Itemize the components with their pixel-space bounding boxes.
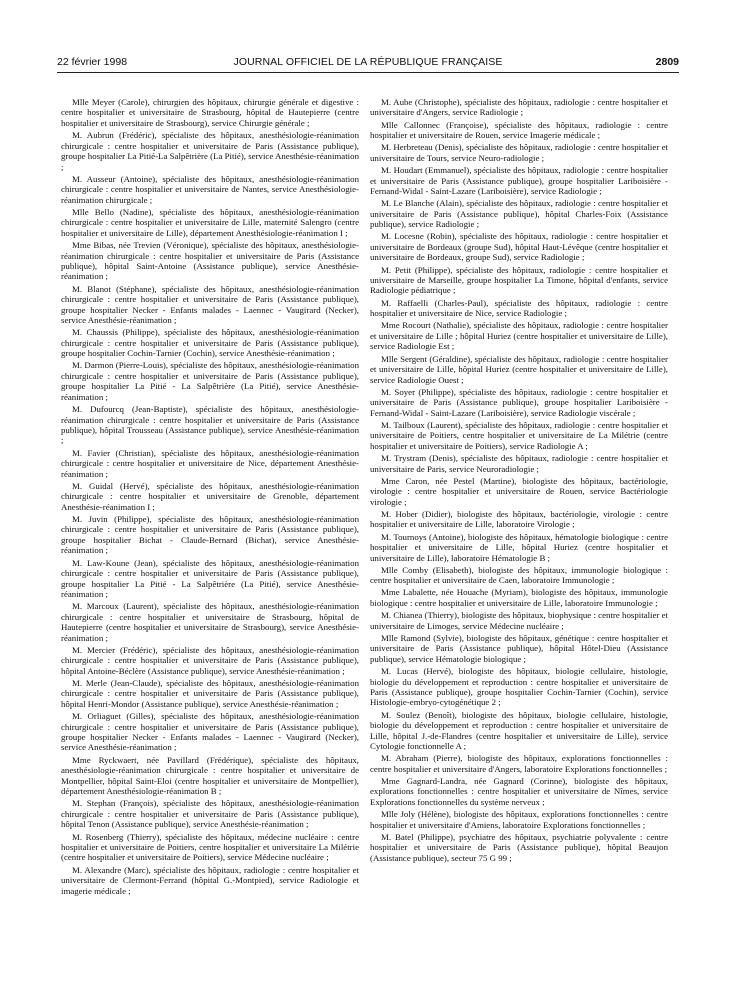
right-column <box>370 97 668 977</box>
header-rule <box>57 72 679 73</box>
appointment-entry: Mlle Ramond (Sylvie), biologiste des hôpitaux, génétique : centre hospitalier et universitaire de Paris (Assistance publique), hôpital Hôtel-Dieu (Assistance publique), service Hématologie biologique ; <box>370 632 668 664</box>
appointment-entry: M. Tailboux (Laurent), spécialiste des hôpitaux, radiologie : centre hospitalier et universitaire de Poitiers, centre hospitalier et universitaire de La Milétrie (centre hospitalier et universitaire de Poitiers), service Radiologie A ; <box>370 419 668 451</box>
page-header <box>57 56 679 72</box>
appointment-entry: Mlle Joly (Hélène), biologiste des hôpitaux, explorations fonctionnelles : centre hospitalier et universitaire d'Amiens, laboratoire Explorations fonctionnelles ; <box>370 809 668 830</box>
appointment-entry: Mlle Meyer (Carole), chirurgien des hôpitaux, chirurgie générale et digestive : centre hospitalier et universitaire de Strasbourg, hôpital de Hautepierre (centre hospitalier et universitaire de Strasbourg), service Chirurgie générale ; <box>61 97 359 128</box>
left-column <box>61 97 359 977</box>
appointment-entry: M. Soulez (Benoît), biologiste des hôpitaux, biologie cellulaire, histologie, biologie du développement et reproduction : centre hospitalier et universitaire de Lille, hôpital J.-de-Flandres (centre hospitalier et universitaire de Lille), service Cytologie fonctionnelle A ; <box>370 709 668 752</box>
appointment-entry: M. Favier (Christian), spécialiste des hôpitaux, anesthésiologie-réanimation chirurgicale : centre hospitalier et universitaire de Nice, département Anesthésie-réanimation ; <box>61 447 359 479</box>
appointment-entry: Mme Caron, née Pestel (Martine), biologiste des hôpitaux, bactériologie, virologie : centre hospitalier et universitaire de Rouen, service Bactériologie virologie ; <box>370 475 668 507</box>
appointment-entry: M. Herbreteau (Denis), spécialiste des hôpitaux, radiologie : centre hospitalier et universitaire de Tours, service Neuro-radiologie ; <box>370 142 668 163</box>
appointment-entry: M. Tournoys (Antoine), biologiste des hôpitaux, hématologie biologique : centre hospitalier et universitaire de Lille, hôpital Huriez (centre hospitalier et universitaire de Lille), laboratoire Hématologie B ; <box>370 531 668 563</box>
appointment-entry: M. Darmon (Pierre-Louis), spécialiste des hôpitaux, anesthésiologie-réanimation chirurgicale : centre hospitalier et universitaire de Paris (Assistance publique), groupe hospitalier La Pitié - La Salpêtrière (La Pitié), service Anesthésie-réanimation ; <box>61 360 359 402</box>
appointment-entry: M. Le Blanche (Alain), spécialiste des hôpitaux, radiologie : centre hospitalier et universitaire de Paris (Assistance publique), hôpital Charles-Foix (Assistance publique), service Radiologie ; <box>370 198 668 230</box>
appointment-entry: Mme Ryckwaert, née Pavillard (Frédérique), spécialiste des hôpitaux, anesthésiologie-réanimation chirurgicale : centre hospitalier et universitaire de Montpellier, hôpital Saint-Eloi (centre hospitalier et universitaire de Montpellier), département Anesthésiologie-réanimation B ; <box>61 754 359 797</box>
appointment-entry: M. Batel (Philippe), psychiatre des hôpitaux, psychiatrie polyvalente : centre hospitalier et universitaire de Paris (Assistance publique), hôpital Beaujon (Assistance publique), secteur 75 G 99 ; <box>370 831 668 863</box>
appointment-entry: M. Juvin (Philippe), spécialiste des hôpitaux, anesthésiologie-réanimation chirurgicale : centre hospitalier et universitaire de Paris (Assistance publique), groupe hospitalier Bichat - Claude-Bernard (Bichat), service Anesthésie-réanimation ; <box>61 513 359 556</box>
appointment-entry: M. Marcoux (Laurent), spécialiste des hôpitaux, anesthésiologie-réanimation chirurgicale : centre hospitalier et universitaire de Strasbourg, hôpital de Hautepierre (centre hospitalier et universitaire de Strasbourg), service Anesthésie-réanimation ; <box>61 601 359 643</box>
appointment-entry: M. Aubrun (Frédéric), spécialiste des hôpitaux, anesthésiologie-réanimation chirurgicale : centre hospitalier et universitaire de Paris (Assistance publique), groupe hospitalier La Pitié-La Salpêtrière (La Pitié), service Anesthésie-réanimation ; <box>61 130 359 172</box>
page-number: 2809 <box>655 56 679 68</box>
appointment-entry: M. Mercier (Frédéric), spécialiste des hôpitaux, anesthésiologie-réanimation chirurgicale : centre hospitalier et universitaire de Paris (Assistance publique), hôpital Antoine-Béclère (Assistance publique), service Anesthésie-réanimation ; <box>61 644 359 676</box>
appointment-entry: M. Alexandre (Marc), spécialiste des hôpitaux, radiologie : centre hospitalier et universitaire de Clermont-Ferrand (hôpital G.-Montpied), service Radiologie et imagerie médicale ; <box>61 864 359 896</box>
appointment-entry: M. Dufourcq (Jean-Baptiste), spécialiste des hôpitaux, anesthésiologie-réanimation chirurgicale : centre hospitalier et universitaire de Paris (Assistance publique), hôpital Trousseau (Assistance publique), service Anesthésie-réanimation ; <box>61 404 359 446</box>
appointment-entry: Mlle Comby (Elisabeth), biologiste des hôpitaux, immunologie biologique : centre hospitalier et universitaire de Caen, laboratoire Immunologie ; <box>370 564 668 586</box>
appointment-entry: M. Ausseur (Antoine), spécialiste des hôpitaux, anesthésiologie-réanimation chirurgicale : centre hospitalier et universitaire de Nantes, service Anesthésiologie-réanimation chirurgicale ; <box>61 173 359 205</box>
appointment-entry: M. Houdart (Emmanuel), spécialiste des hôpitaux, radiologie : centre hospitalier et universitaire de Paris (Assistance publique), groupe hospitalier Lariboisière - Fernand-Widal - Saint-Lazare (Lariboisière), service Radiologie ; <box>370 165 668 197</box>
appointment-entry: M. Petit (Philippe), spécialiste des hôpitaux, radiologie : centre hospitalier et universitaire de Marseille, groupe hospitalier La Timone, hôpital d'enfants, service Radiologie pédiatrique ; <box>370 264 668 296</box>
appointment-entry: M. Chianea (Thierry), biologiste des hôpitaux, biophysique : centre hospitalier et universitaire de Limoges, service Médecine nucléaire ; <box>370 610 668 631</box>
header-date: 22 février 1998 <box>57 56 128 68</box>
appointment-entry: Mlle Callonnec (Françoise), spécialiste des hôpitaux, radiologie : centre hospitalier et universitaire de Rouen, service Imagerie médicale ; <box>370 119 668 141</box>
appointment-entry: M. Merle (Jean-Claude), spécialiste des hôpitaux, anesthésiologie-réanimation chirurgicale : centre hospitalier et universitaire de Paris (Assistance publique), hôpital Henri-Mondor (Assistance publique), service Anesthésie-réanimation ; <box>61 677 359 709</box>
appointment-entry: M. Trystram (Denis), spécialiste des hôpitaux, radiologie : centre hospitalier et universitaire de Paris, service Neuroradiologie ; <box>370 453 668 474</box>
appointment-entry: M. Blanot (Stéphane), spécialiste des hôpitaux, anesthésiologie-réanimation chirurgicale : centre hospitalier et universitaire de Paris (Assistance publique), groupe hospitalier Necker - Enfants malades - Laennec - Vaugirard (Necker), service Anesthésie-réanimation ; <box>61 283 359 326</box>
appointment-entry: M. Chaussis (Philippe), spécialiste des hôpitaux, anesthésiologie-réanimation chirurgicale : centre hospitalier et universitaire de Paris (Assistance publique), groupe hospitalier Cochin-Tarnier (Cochin), service Anesthésie-réanimation ; <box>61 327 359 359</box>
appointment-entry: Mme Rocourt (Nathalie), spécialiste des hôpitaux, radiologie : centre hospitalier et universitaire de Lille ; hôpital Huriez (centre hospitalier et universitaire de Lille), service Radiologie Est ; <box>370 320 668 352</box>
appointment-entry: M. Soyer (Philippe), spécialiste des hôpitaux, radiologie : centre hospitalier et universitaire de Paris (Assistance publique), groupe hospitalier Lariboisière - Fernand-Widal - Saint-Lazare (Lariboisière), service Radiologie viscérale ; <box>370 386 668 418</box>
appointment-entry: Mlle Sergent (Géraldine), spécialiste des hôpitaux, radiologie : centre hospitalier et universitaire de Lille, hôpital Huriez (centre hospitalier et universitaire de Lille), service Radiologie Ouest ; <box>370 353 668 385</box>
appointment-entry: Mme Gagnard-Landra, née Gagnard (Corinne), biologiste des hôpitaux, explorations fonctionnelles : centre hospitalier et universitaire de Nîmes, service Explorations fonctionnelles du système nerveux ; <box>370 775 668 807</box>
appointment-entry: Mme Labalette, née Houache (Myriam), biologiste des hôpitaux, immunologie biologique : centre hospitalier et universitaire de Lille, laboratoire Immunologie ; <box>370 587 668 608</box>
appointment-entry: M. Raffaelli (Charles-Paul), spécialiste des hôpitaux, radiologie : centre hospitalier et universitaire de Nice, service Radiologie ; <box>370 297 668 319</box>
appointment-entry: M. Aube (Christophe), spécialiste des hôpitaux, radiologie : centre hospitalier et universitaire d'Angers, service Radiologie ; <box>370 97 668 118</box>
appointment-entry: M. Stephan (François), spécialiste des hôpitaux, anesthésiologie-réanimation chirurgicale : centre hospitalier et universitaire de Paris (Assistance publique), hôpital Tenon (Assistance publique), service Anesthésie-réanimation ; <box>61 798 359 830</box>
appointment-entry: M. Locesne (Robin), spécialiste des hôpitaux, radiologie : centre hospitalier et universitaire de Bordeaux (groupe Sud), hôpital Haut-Lévêque (centre hospitalier et universitaire de Bordeaux, groupe Sud), service Radiologie ; <box>370 231 668 263</box>
appointment-entry: M. Orliaguet (Gilles), spécialiste des hôpitaux, anesthésiologie-réanimation chirurgicale : centre hospitalier et universitaire de Paris (Assistance publique), groupe hospitalier Necker - Enfants malades - Laennec - Vaugirard (Necker), service Anesthésie-réanimation ; <box>61 711 359 753</box>
appointment-entry: M. Law-Koune (Jean), spécialiste des hôpitaux, anesthésiologie-réanimation chirurgicale : centre hospitalier et universitaire de Paris (Assistance publique), groupe hospitalier La Pitié - La Salpêtrière (La Pitié), service Anesthésie-réanimation ; <box>61 557 359 599</box>
appointment-entry: Mlle Bello (Nadine), spécialiste des hôpitaux, anesthésiologie-réanimation chirurgicale : centre hospitalier et universitaire de Lille, maternité Salengro (centre hospitalier et universitaire de Lille), département Anesthésiologie-réanimation I ; <box>61 206 359 238</box>
appointment-entry: Mme Bibas, née Trevien (Véronique), spécialiste des hôpitaux, anesthésiologie-réanimation chirurgicale : centre hospitalier et universitaire de Paris (Assistance publique), hôpital Saint-Antoine (Assistance publique), service Anesthésie-réanimation ; <box>61 240 359 282</box>
appointment-entry: M. Abraham (Pierre), biologiste des hôpitaux, explorations fonctionnelles : centre hospitalier et universitaire d'Angers, laboratoire Explorations fonctionnelles ; <box>370 753 668 774</box>
appointment-entry: M. Rosenberg (Thierry), spécialiste des hôpitaux, médecine nucléaire : centre hospitalier et universitaire de Poitiers, centre hospitalier et universitaire La Milétrie (centre hospitalier et universitaire de Poitiers), service Médecine nucléaire ; <box>61 831 359 863</box>
appointment-entry: M. Guidal (Hervé), spécialiste des hôpitaux, anesthésiologie-réanimation chirurgicale : centre hospitalier et universitaire de Grenoble, département Anesthésie-réanimation I ; <box>61 480 359 512</box>
journal-title: JOURNAL OFFICIEL DE LA RÉPUBLIQUE FRANÇAISE <box>233 56 503 68</box>
appointment-entry: M. Hober (Didier), biologiste des hôpitaux, bactériologie, virologie : centre hospitalier et universitaire de Lille, laboratoire Virologie ; <box>370 508 668 530</box>
appointment-entry: M. Lucas (Hervé), biologiste des hôpitaux, biologie cellulaire, histologie, biologie du développement et reproduction : centre hospitalier et universitaire de Paris (Assistance publique), groupe hospitalier Cochin-Tarnier (Cochin), service Histologie-embryo-cytogénétique 2 ; <box>370 666 668 708</box>
